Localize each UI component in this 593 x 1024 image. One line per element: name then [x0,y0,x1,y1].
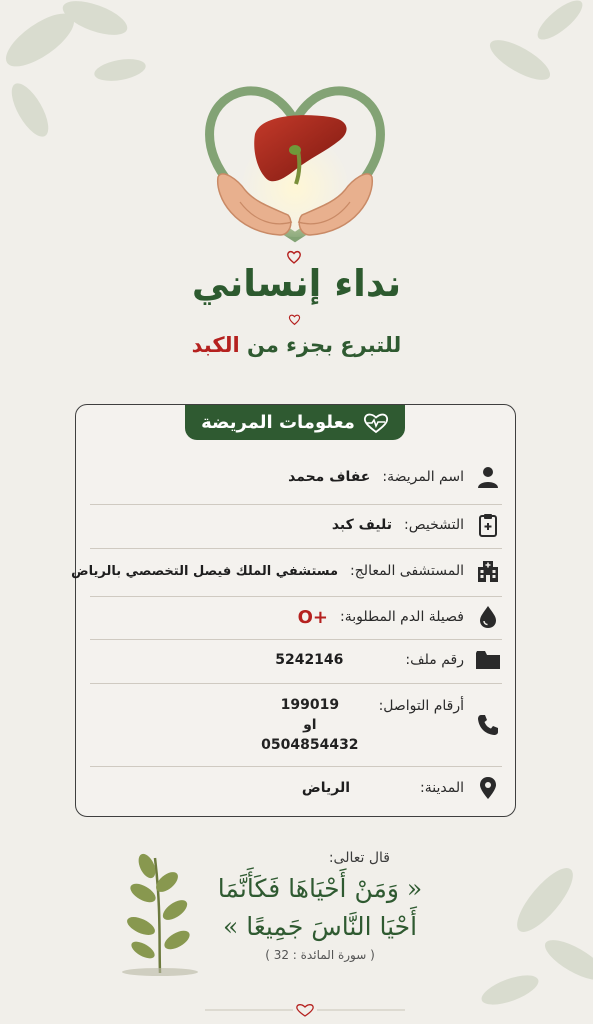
info-row-diagnosis [90,510,502,540]
location-pin-icon [474,774,502,802]
row-divider [90,639,502,640]
info-label: المستشفى المعالج: [350,563,464,579]
heart-outline-icon [288,313,301,326]
info-label: اسم المريضة: [382,469,464,485]
folder-icon [474,646,502,674]
row-divider [90,548,502,549]
contact-number[interactable]: 0504854432 [261,737,359,753]
subtitle-text: للتبرع بجزء من [246,333,402,357]
info-value: مستشفي الملك فيصل التخصصي بالرياض [71,563,339,579]
liver-hands-heart-icon [200,72,390,252]
quote-reference: ( سورة المائدة : 32 ) [265,948,375,962]
info-value: تليف كبد [331,517,392,533]
contact-number[interactable]: 199019 [280,697,340,713]
info-value: عفاف محمد [288,469,371,485]
heart-divider-icon [205,1003,405,1017]
info-row-contact [90,692,502,758]
row-divider [90,683,502,684]
row-divider [90,766,502,767]
quote-line-2: أَحْيَا النَّاسَ جَمِيعًا » [222,912,418,941]
page-title: نداء إنساني [191,262,402,305]
info-label: أرقام التواصل: [378,698,464,714]
info-row-name [90,462,502,492]
row-divider [90,504,502,505]
quote-line-1: « وَمَنْ أَحْيَاهَا فَكَأَنَّمَا [217,874,423,903]
info-label: فصيلة الدم المطلوبة: [340,609,464,625]
person-icon [474,463,502,491]
info-row-file-number [90,645,502,675]
card-title: معلومات المريضة [201,412,355,433]
quote-intro: قال تعالى: [328,850,390,866]
contact-numbers [261,695,358,755]
info-value: 5242146 [275,652,344,668]
heart-pulse-icon [363,412,389,434]
info-label: رقم ملف: [405,652,464,668]
subtitle-highlight: الكبد [191,333,240,357]
info-label: التشخيص: [404,517,464,533]
info-label: المدينة: [420,780,464,796]
quran-quote [170,850,470,962]
info-row-hospital [71,556,502,586]
phone-icon [474,711,502,739]
hospital-icon [474,557,502,585]
blood-type-value: O+ [297,606,328,628]
clipboard-icon [474,511,502,539]
info-row-blood-type [90,602,502,632]
info-value: الرياض [301,780,351,796]
page-subtitle [0,333,593,357]
info-row-city [90,773,502,803]
blood-drop-icon [474,603,502,631]
contact-or: او [303,717,317,733]
row-divider [90,596,502,597]
card-header [185,405,405,440]
